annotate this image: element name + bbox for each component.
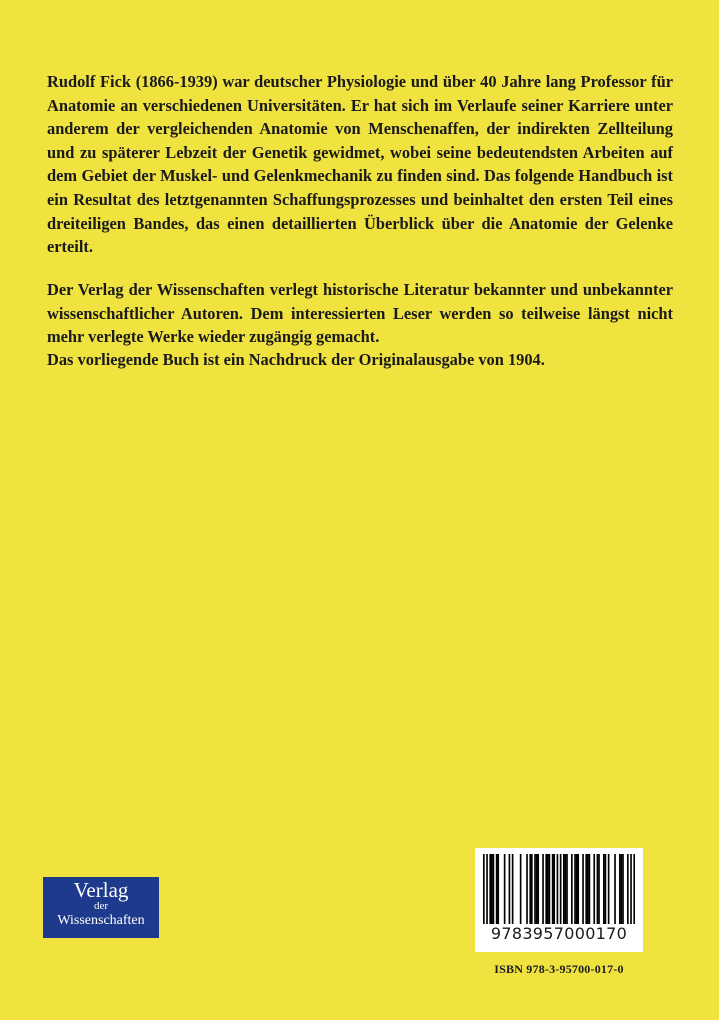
- barcode-bar: [536, 854, 538, 924]
- barcode-bar: [565, 854, 567, 924]
- barcode-bar: [491, 854, 493, 924]
- barcode-bar: [483, 854, 485, 924]
- barcode-bar: [571, 854, 573, 924]
- publisher-logo: [43, 877, 159, 938]
- barcode-bar: [633, 854, 635, 924]
- barcode-bar: [531, 854, 533, 924]
- barcode-bar: [622, 854, 624, 924]
- logo-line-verlag: Verlag: [73, 878, 129, 902]
- barcode-bar: [557, 854, 559, 924]
- barcode-bar: [560, 854, 562, 924]
- barcode-bar: [486, 854, 488, 924]
- barcode-bar: [512, 854, 514, 924]
- publisher-description-paragraph: Der Verlag der Wissenschaften verlegt historische Literatur bekannter und unbekannter wissenschaftlicher Autoren. Dem interessierten Leser werden so teilweise längst nicht mehr verlegte Werke wieder zugängig gemacht.: [47, 280, 673, 347]
- barcode-bar: [585, 854, 587, 924]
- barcode-bar: [598, 854, 600, 924]
- barcode-bar: [509, 854, 511, 924]
- barcode-bar: [493, 854, 495, 924]
- barcode-bars: [483, 854, 635, 924]
- barcode-bar: [605, 854, 607, 924]
- author-description-paragraph: Rudolf Fick (1866-1939) war deutscher Physiologie und über 40 Jahre lang Professor für Anatomie an verschiedenen Universitäten. Er hat sich im Verlaufe seiner Karriere unter anderem der vergleichenden Anatomie von Menschenaffen, der indirekten Zellteilung und zu späterer Lebzeit der Genetik gewidmet, wobei seine bedeutendsten Arbeiten auf dem Gebiet der Muskel- und Gelenkmechanik zu finden sind. Das folgende Handbuch ist ein Resultat des letztgenannten Schaffungsprozesses und beinhaltet den ersten Teil eines dreiteiligen Bandes, das einen detaillierten Überblick über die Anatomie der Gelenke erteilt.: [47, 72, 673, 257]
- barcode-bar: [566, 854, 568, 924]
- isbn-label: ISBN 978-3-95700-017-0: [494, 962, 624, 976]
- reprint-note-paragraph: Das vorliegende Buch ist ein Nachdruck der Originalausgabe von 1904.: [47, 350, 545, 369]
- barcode-bar: [597, 854, 599, 924]
- barcode-bar: [619, 854, 621, 924]
- barcode-bar: [496, 854, 498, 924]
- barcode-bar: [542, 854, 544, 924]
- barcode-bar: [547, 854, 549, 924]
- barcode-bar: [574, 854, 576, 924]
- barcode-bar: [563, 854, 565, 924]
- barcode-bar: [582, 854, 584, 924]
- barcode-bar: [577, 854, 579, 924]
- barcode-bar: [630, 854, 632, 924]
- barcode-bar: [593, 854, 595, 924]
- barcode-bar: [545, 854, 547, 924]
- barcode-bar: [621, 854, 623, 924]
- barcode-bar: [589, 854, 591, 924]
- barcode-bar: [534, 854, 536, 924]
- barcode-bar: [627, 854, 629, 924]
- barcode-bar: [549, 854, 551, 924]
- barcode-bar: [603, 854, 605, 924]
- barcode-bar: [608, 854, 610, 924]
- logo-line-der: der: [93, 900, 109, 912]
- barcode-bar: [553, 854, 555, 924]
- barcode-bar: [614, 854, 616, 924]
- barcode-bar: [576, 854, 578, 924]
- barcode-bar: [537, 854, 539, 924]
- barcode-bar: [552, 854, 554, 924]
- barcode-digits: 9783957000170: [490, 924, 628, 943]
- barcode: [475, 848, 643, 952]
- barcode-bar: [529, 854, 531, 924]
- barcode-bar: [526, 854, 528, 924]
- barcode-bar: [497, 854, 499, 924]
- barcode-bar: [587, 854, 589, 924]
- logo-line-wissenschaften: Wissenschaften: [57, 913, 145, 928]
- barcode-bar: [504, 854, 506, 924]
- barcode-bar: [520, 854, 522, 924]
- barcode-bar: [489, 854, 491, 924]
